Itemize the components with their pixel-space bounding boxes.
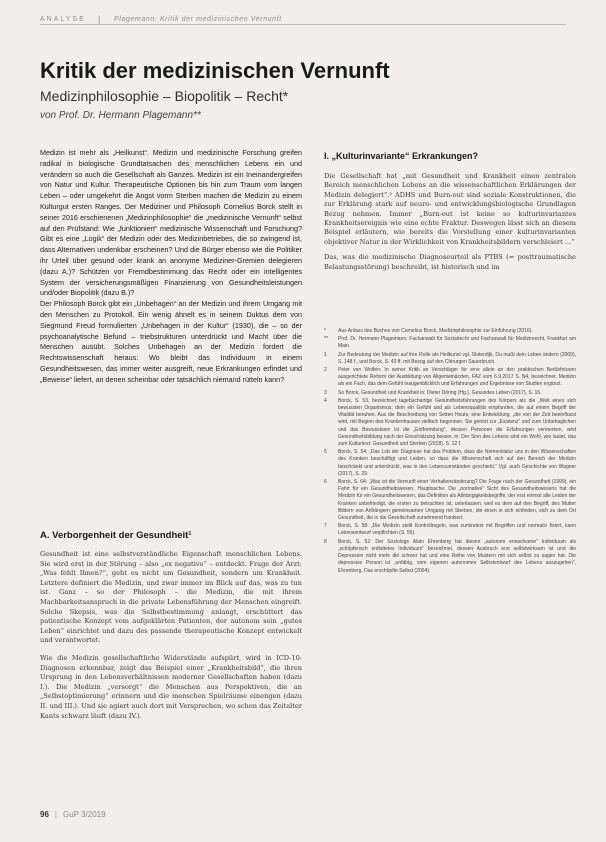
running-header <box>40 12 580 28</box>
section-a-heading: A. Verborgenheit der Gesundheit¹ <box>40 530 192 541</box>
footnote-text: Borck, S. 58: „Die Medizin stellt Kontrollregeln, was zumindest mit Begriffen und normativ fixiert, kann Lebensentwurf verpflichten (S. 55). <box>338 523 576 537</box>
lead-paragraph: Medizin ist mehr als „Heilkunst“. Medizin und medizinische Forschung greifen radikal in biologische Grundtatsachen des menschlichen Lebens ein und verändern so auch die Gesellschaft als Ganzes. Medizin ist ein Ineinandergreifen von Natur und Kultur. Therapeutische Optionen bis hin zum Traum vom langen Leben – oder umgekehrt die Angst vorm Sterben machen die Medizin zu einem Kulturgut ersten Ranges. Der Mediziner und Philosoph Cornelius Borck stellt in seiner 2016 erschienenen „Medizinphilosophie“ die „medizinische Vernunft“ selbst auf den Prüfstand: Wie „funktioniert“ medizinische Wissenschaft und Forschung? Gibt es eine „Logik“ der Medizin oder des Medizinbetriebes, die so zwingend ist, dass Alternativen undenkbar erscheinen? Und die Bürger ebenso wie die Politiker ihr Urteil über gesund oder krank an anonyme Mediziner-Gremien delegieren (dazu A.)? Schützen vor Fremdbestimmung das Recht oder ein intelligentes System der versicherungsmäßigen Finanzierung von Gesundheitsleistungen und/oder Biopolitik (dazu B.)? <box>40 148 302 298</box>
footnote-text: Zur Bedeutung der Medizin auf ihre Rolle als Heilkunst vgl. Sloterdijk, Du mußt dein Leben ändern (2009), S. 148 f., und Borck, S. 43 ff. mit Bezug auf den Chirurgen Sauerbruch. <box>338 351 576 365</box>
footnote-text: So Borck, Gesundheit und Krankheit in: Dieter Döring (Hg.), Gesundes Leben (2017), S. 16. <box>338 389 542 396</box>
footnote-mark: ** <box>324 336 328 343</box>
footnote-text: Aus Anlass des Buches von Cornelius Borck, Medizinphilosophie zur Einführung (2016). <box>338 328 533 334</box>
lead-text <box>40 148 302 386</box>
footnote <box>324 449 576 478</box>
footnote-mark: 7 <box>324 523 327 530</box>
footnote <box>324 328 576 335</box>
footnote-text: Borck, S. 64: „Was ist die Vernunft einer Verhaltensänderung? Die Frage nach der Gesundheit (1999), ein Fahrt für ein Gesundheitswesen, Hauptsache: Die „normative“ Sicht des Gesundheitswesens hat die Medizin für ein Gesundheitswesen, das Definition als Abhängigkeitsbegriffe, der erst einmal alle Leiden der Kranken unbefriedigt, die ersten zu betrachten ist, unterlassen, weil es dem auf den Begriff, des Mutter Bildern von Anhängern gemeinsamen Umgang mit Sterben, die einen in sich einfinden, sich zu dem Ort Gesundheit, die in die Gesellschaft zunehmend frankiert. <box>338 479 576 522</box>
section-a-body <box>40 550 302 729</box>
article-title: Kritik der medizinischen Vernunft <box>40 58 390 83</box>
footnote-text: Borck, S. 53, bezeichnet tagebuchartige Gesundheitsfahrungen des Körpers als die „Welt eines sich bewussten Organismus, dem ein Gefühl und als Lebensqualität empfunden, die auf einem Begriff der Vitalität beruhen. Aus die Beschreibung von Seiten Heuts, eine Entwicklung, „die von der Zeit beeinflusst wird, mit Beginn des Krankenhauses vielfach begonnen. Sie gehört zur „Existenz“ und zum Unbehaglichen und das Bewusstsein ist die „Entfremdung“, dessen Personen die Erfahrungen vermerken, wird Gesundheitsbildung nach der Einschätzung besser, in: Der Sinn des Lebens sind ein Wohl, wie lautet, das zum Kulturtext: Gesundheit und Sterben (2018), S. 12 f. <box>338 397 576 448</box>
running-title: Plagemann: Kritik der medizinischen Vernunft <box>114 16 282 23</box>
body-paragraph: Die Gesellschaft hat „mit Gesundheit und Krankheit einen zentralen Bereich menschlichen Lebens an die wissenschaftlichen Erklärungen der Medizin delegiert“.² ADHS und Burn-out sind soziale Konstruktionen, die zur Erklärung stark auf neuro- und entwicklungsbiologische Grundlagen Bezug nehmen. Immer „Burn-out ist keine so kulturinvariantes Krankheitsereignis wie eine echte Fraktur. Deswegen lässt sich an diesem Beispiel erläutern, wie bereits die Vorstellung einer kulturinvarianten objektiver Natur in der Wirklichkeit von Krankheitsbildern verschleiert ...“ <box>324 172 576 246</box>
footnote <box>324 398 576 448</box>
page-number: 96 <box>40 810 49 819</box>
lead-paragraph: Der Philosoph Borck gibt ein „Unbehagen“ an der Medizin und ihrem Umgang mit den Menschen zu Protokoll. Ein wenig ähnelt es in seinem Duktus dem von Siegmund Freud formulierten „Unbehagen in der Kultur“ (1930), die – so der psychoanalytische Befund – triebstrukturen unterdrückt und Macht über die Menschen ausübt. Solches Unbehagen an der Medizin fordert die Rechtswissenschaft heraus: Wo bleibt das Individuum in einem Gesundheitswesen, das immer weiter ausgreift, neue Erkrankungen erfindet und „Beweise“ liefert, an denen scheinbar oder tatsächlich niemand rütteln kann? <box>40 299 302 384</box>
footnote <box>324 479 576 522</box>
footnote-text: Prof. Dr. Hermann Plagemann, Fachanwalt für Sozialrecht und Fachanwalt für Medizinrecht, Frankfurt am Main. <box>338 336 576 350</box>
footnote-mark: * <box>324 328 326 334</box>
footnote-mark: 3 <box>324 389 327 396</box>
footnotes <box>324 328 576 576</box>
footnote-text: Peter von Wolfen: In seiner Kritik an Verschläger für eine allein an den praktischen Bedürfnissen ausgerichtete Reform der Ausbildung von Allgemeinärzten, FAZ vom 6.9.2017 S. N4, bezeichnet. Medizin als ein Fach, das dem Gefühl inaugenblicklich und Erfahrungen und Ergebnisse von Studien ergänzt. <box>338 367 576 388</box>
journal-issue: GuP 3/2019 <box>62 810 106 819</box>
header-separator: | <box>98 14 101 24</box>
page-footer <box>40 810 340 819</box>
footnote-mark: 1 <box>324 351 327 358</box>
section-1-body <box>324 172 576 278</box>
article-subtitle: Medizinphilosophie – Biopolitik – Recht* <box>40 88 289 104</box>
footnote-mark: 4 <box>324 397 327 404</box>
footnote <box>324 539 576 575</box>
footnote-mark: 2 <box>324 367 327 374</box>
footnote <box>324 390 576 397</box>
body-paragraph: Gesundheit ist eine selbstverständliche Eigenschaft menschlichen Lebens. Sie wird erst in der Störung – also „ex negativo“ – entdeckt. Frage der Arzt: „Was fehlt Ihnen?“, geht es nicht um Gesundheit, sondern um Krankheit. Letztere definiert die Medizin, und zwar immer im Blick auf das, was zu tun ist. Ganz – so der Philosoph – die Medizin, die mit ihrem Machbarkeitsanspruch in die private Lebensführung der Menschen eingreift. Solche Skepsis, was die Selbstbestimmung anlangt, erschüttert das patientische Konzept vom aufgeklärten Patienten, der autonom sein „gutes Leben“ einrichtet und dazu des passende therapeutische Konzept entwickelt und verantwortet. <box>40 550 302 645</box>
article-author: von Prof. Dr. Hermann Plagemann** <box>40 110 201 121</box>
section-1-heading: I. „Kulturinvariante“ Erkrankungen? <box>324 151 479 161</box>
footnote-text: Borck, S. 52: Der Soziologe Alain Ehrenberg hat diesen „autonom erwachsene“ Individuum als „schöpferisch entfaltetes Individuum“ bezeichnet, dessen Ausbruch erst selbstwirksam ist und die Depression nicht mehr die schwer hat und eine Reihe von Mustern mit sich selbst zu sagen hat. Die depressive Person ist „unfähig, vom eigenen autonomen Selbstentwurf des Lebens auszugehen“, Ehrenberg, Das erschöpfte Selbst (2004). <box>338 538 576 574</box>
footer-separator: | <box>54 810 57 819</box>
body-paragraph: Wie die Medizin gesellschaftliche Widerstände aufspürt, wird in ICD-10-Diagnosen erkennbar, zeigt das Beispiel einer „Krankheitsbild“, die ihren Ursprung in den Lebensverhältnissen moderner Gesellschaften haben (dazu I.). Die Medizin „versorgt“ die Menschen aus Perspektiven, die an „Selbstoptimierung“ erinnern und die menschen Spielräume einengen (dazu II. und III.). Und sie agiert auch dort mit Versprechen, wo schon das Zeitalter Kants schwarz läuft (dazu IV.). <box>40 653 302 720</box>
body-paragraph: Das, was die medizinische Diagnoseurteil als PTBS (= posttraumatische Belastungsstörung) beschreibt, ist historisch und im <box>324 253 576 271</box>
footnote-mark: 5 <box>324 449 327 456</box>
footnote <box>324 367 576 389</box>
section-label: ANALYSE <box>40 16 86 23</box>
footnote-mark: 8 <box>324 538 327 545</box>
footnote-text: Borck, S. 54: „Das Lob der Diagnose hat das Problem, dass die Nomenklatur uns in den Wissenschaften des Kranken beschäftigt und Leiden, so dass die Wissenschaft sich auf den Bereich der Medizin beschränkt und unterdrückt, was in den Lebensumständen geschieht.“ Vgl. auch Geschichte von Wagner (2017), S. 29. <box>338 449 576 477</box>
footnote <box>324 352 576 366</box>
footnote <box>324 523 576 537</box>
footnote <box>324 336 576 350</box>
header-rule <box>40 24 566 25</box>
footnote-mark: 6 <box>324 479 327 486</box>
